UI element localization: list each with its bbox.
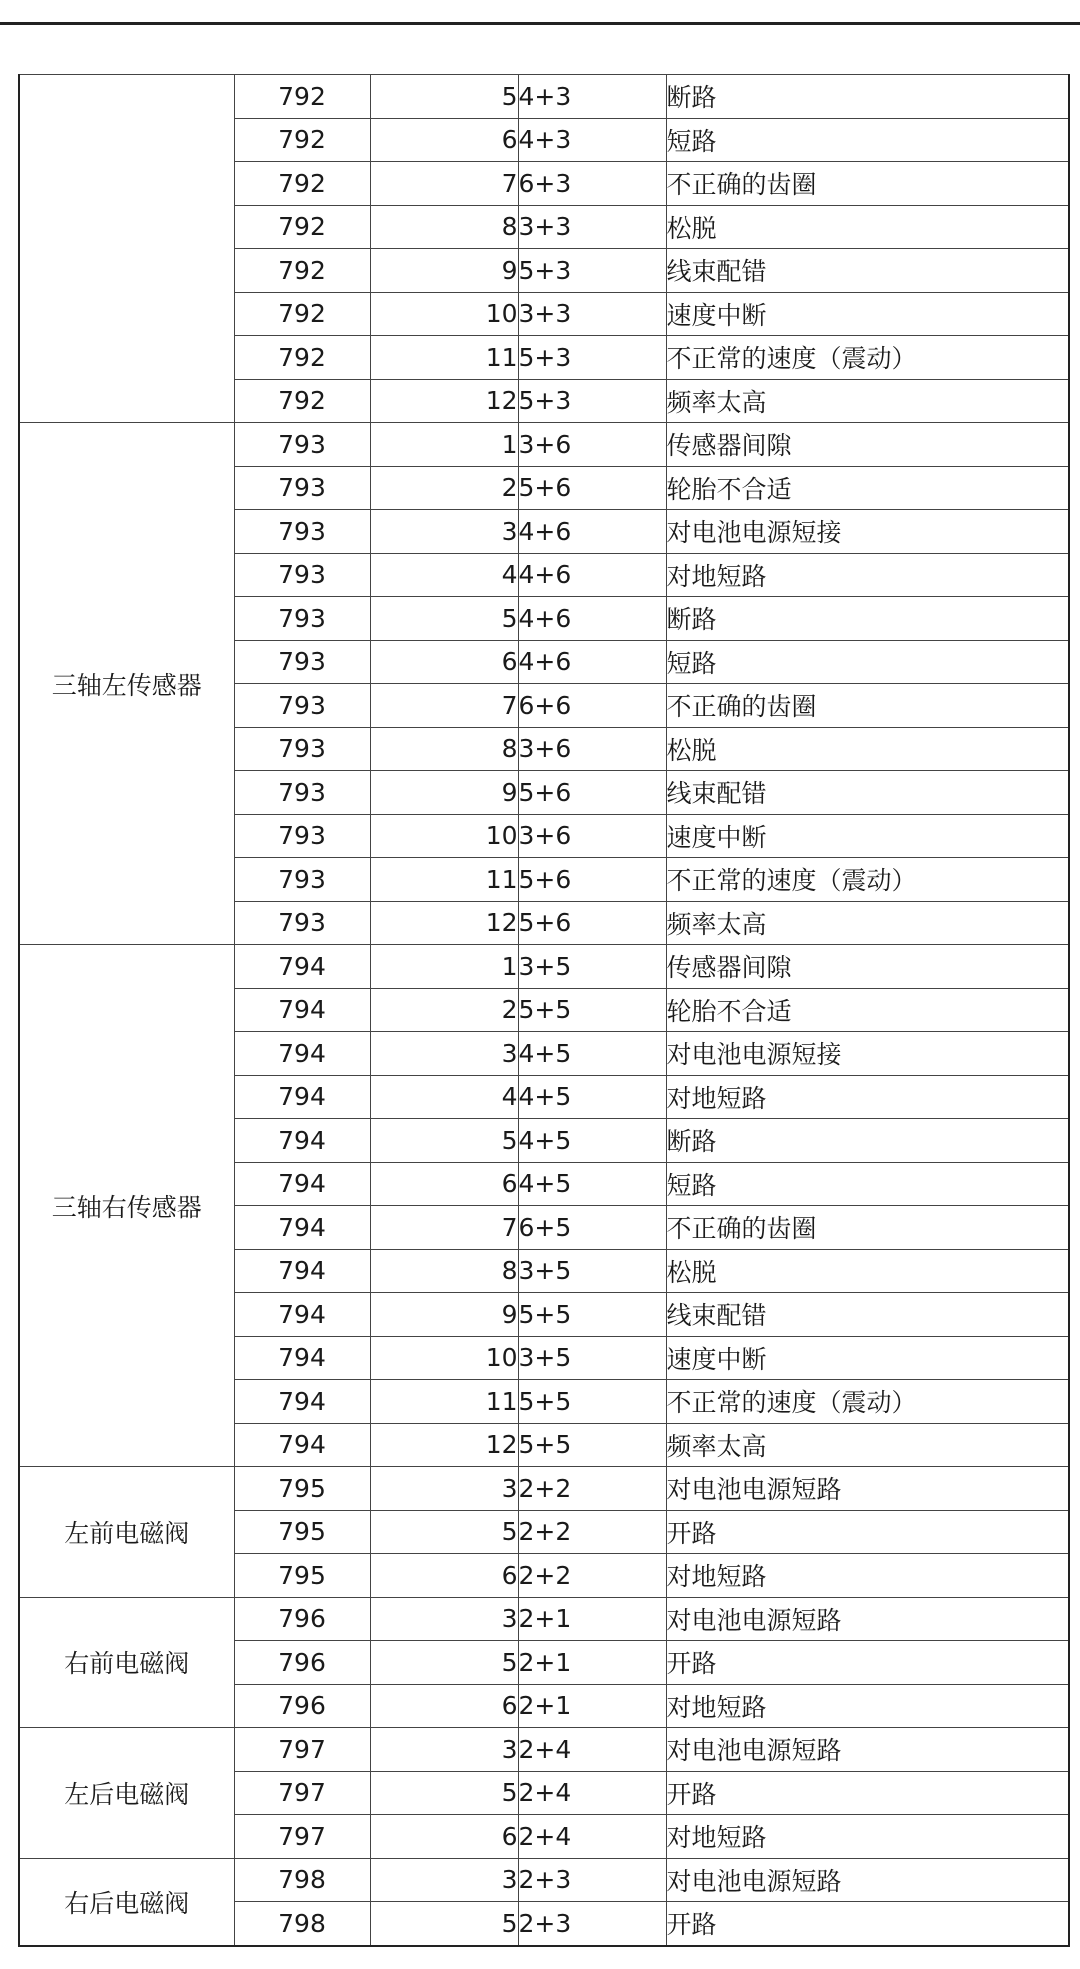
- fault-code-cell: 794: [234, 1249, 370, 1293]
- blink-code-cell: 5+3: [518, 336, 666, 380]
- fmi-cell: 7: [370, 1206, 518, 1250]
- description-cell: 线束配错: [666, 1293, 1069, 1337]
- blink-code-cell: 5+6: [518, 771, 666, 815]
- blink-code-cell: 4+6: [518, 553, 666, 597]
- blink-code-cell: 6+5: [518, 1206, 666, 1250]
- fmi-cell: 6: [370, 1684, 518, 1728]
- fmi-cell: 6: [370, 1815, 518, 1859]
- description-cell: 线束配错: [666, 771, 1069, 815]
- fault-code-cell: 794: [234, 1293, 370, 1337]
- description-cell: 频率太高: [666, 379, 1069, 423]
- fmi-cell: 8: [370, 727, 518, 771]
- blink-code-cell: 2+1: [518, 1597, 666, 1641]
- blink-code-cell: 5+5: [518, 988, 666, 1032]
- blink-code-cell: 6+6: [518, 684, 666, 728]
- description-cell: 短路: [666, 1162, 1069, 1206]
- description-cell: 对地短路: [666, 553, 1069, 597]
- fmi-cell: 10: [370, 814, 518, 858]
- table-row: [19, 945, 1069, 989]
- blink-code-cell: 5+5: [518, 1293, 666, 1337]
- description-cell: 断路: [666, 597, 1069, 641]
- fault-code-cell: 794: [234, 1206, 370, 1250]
- blink-code-cell: 2+3: [518, 1858, 666, 1902]
- description-cell: 轮胎不合适: [666, 466, 1069, 510]
- blink-code-cell: 4+6: [518, 510, 666, 554]
- fmi-cell: 3: [370, 1728, 518, 1772]
- blink-code-cell: 4+5: [518, 1119, 666, 1163]
- fmi-cell: 3: [370, 510, 518, 554]
- fmi-cell: 5: [370, 1119, 518, 1163]
- fault-code-cell: 794: [234, 945, 370, 989]
- fault-code-table: [18, 74, 1070, 1947]
- description-cell: 断路: [666, 75, 1069, 119]
- blink-code-cell: 5+6: [518, 901, 666, 945]
- description-cell: 不正确的齿圈: [666, 684, 1069, 728]
- description-cell: 对电池电源短路: [666, 1858, 1069, 1902]
- fault-code-cell: 796: [234, 1597, 370, 1641]
- fmi-cell: 10: [370, 1336, 518, 1380]
- fault-code-cell: 794: [234, 988, 370, 1032]
- fault-code-cell: 795: [234, 1554, 370, 1598]
- blink-code-cell: 2+2: [518, 1554, 666, 1598]
- fmi-cell: 12: [370, 379, 518, 423]
- fmi-cell: 6: [370, 640, 518, 684]
- table-row: [19, 1467, 1069, 1511]
- blink-code-cell: 2+4: [518, 1771, 666, 1815]
- blink-code-cell: 5+5: [518, 1380, 666, 1424]
- fault-code-cell: 793: [234, 684, 370, 728]
- table-row: [19, 1858, 1069, 1902]
- fault-code-cell: 794: [234, 1336, 370, 1380]
- fmi-cell: 11: [370, 1380, 518, 1424]
- fmi-cell: 5: [370, 1510, 518, 1554]
- description-cell: 速度中断: [666, 292, 1069, 336]
- blink-code-cell: 4+5: [518, 1162, 666, 1206]
- description-cell: 不正确的齿圈: [666, 162, 1069, 206]
- blink-code-cell: 3+5: [518, 1249, 666, 1293]
- fmi-cell: 1: [370, 423, 518, 467]
- blink-code-cell: 2+1: [518, 1641, 666, 1685]
- blink-code-cell: 3+5: [518, 1336, 666, 1380]
- fmi-cell: 1: [370, 945, 518, 989]
- fault-code-cell: 792: [234, 118, 370, 162]
- description-cell: 对电池电源短路: [666, 1467, 1069, 1511]
- component-name-cell: 右前电磁阀: [19, 1597, 234, 1728]
- component-name-cell: [19, 75, 234, 423]
- fault-code-cell: 793: [234, 466, 370, 510]
- fault-code-cell: 793: [234, 901, 370, 945]
- fault-code-cell: 794: [234, 1423, 370, 1467]
- fault-code-cell: 793: [234, 423, 370, 467]
- description-cell: 对地短路: [666, 1075, 1069, 1119]
- blink-code-cell: 2+3: [518, 1902, 666, 1946]
- table-row: [19, 1597, 1069, 1641]
- fmi-cell: 8: [370, 1249, 518, 1293]
- header-rule: [0, 22, 1080, 25]
- description-cell: 松脱: [666, 205, 1069, 249]
- blink-code-cell: 4+6: [518, 597, 666, 641]
- blink-code-cell: 2+2: [518, 1510, 666, 1554]
- description-cell: 开路: [666, 1771, 1069, 1815]
- fmi-cell: 3: [370, 1858, 518, 1902]
- fault-code-cell: 797: [234, 1771, 370, 1815]
- description-cell: 松脱: [666, 1249, 1069, 1293]
- blink-code-cell: 4+5: [518, 1075, 666, 1119]
- fmi-cell: 9: [370, 249, 518, 293]
- fault-code-cell: 796: [234, 1641, 370, 1685]
- fmi-cell: 7: [370, 684, 518, 728]
- fault-code-cell: 793: [234, 597, 370, 641]
- description-cell: 对电池电源短接: [666, 1032, 1069, 1076]
- fmi-cell: 5: [370, 1771, 518, 1815]
- description-cell: 开路: [666, 1510, 1069, 1554]
- fault-code-cell: 794: [234, 1032, 370, 1076]
- blink-code-cell: 4+6: [518, 640, 666, 684]
- fmi-cell: 11: [370, 336, 518, 380]
- blink-code-cell: 5+5: [518, 1423, 666, 1467]
- description-cell: 对地短路: [666, 1815, 1069, 1859]
- fmi-cell: 11: [370, 858, 518, 902]
- fault-code-cell: 794: [234, 1380, 370, 1424]
- fmi-cell: 12: [370, 901, 518, 945]
- description-cell: 线束配错: [666, 249, 1069, 293]
- fmi-cell: 9: [370, 771, 518, 815]
- fmi-cell: 5: [370, 1902, 518, 1946]
- fault-code-cell: 795: [234, 1510, 370, 1554]
- fmi-cell: 10: [370, 292, 518, 336]
- description-cell: 速度中断: [666, 1336, 1069, 1380]
- fmi-cell: 8: [370, 205, 518, 249]
- description-cell: 对电池电源短路: [666, 1597, 1069, 1641]
- fault-code-cell: 798: [234, 1902, 370, 1946]
- table-row: [19, 75, 1069, 119]
- blink-code-cell: 5+6: [518, 466, 666, 510]
- description-cell: 开路: [666, 1902, 1069, 1946]
- description-cell: 速度中断: [666, 814, 1069, 858]
- blink-code-cell: 4+5: [518, 1032, 666, 1076]
- description-cell: 不正常的速度（震动）: [666, 336, 1069, 380]
- fmi-cell: 3: [370, 1597, 518, 1641]
- blink-code-cell: 3+3: [518, 292, 666, 336]
- description-cell: 不正常的速度（震动）: [666, 1380, 1069, 1424]
- fault-code-cell: 793: [234, 727, 370, 771]
- fmi-cell: 12: [370, 1423, 518, 1467]
- description-cell: 开路: [666, 1641, 1069, 1685]
- fault-code-cell: 792: [234, 292, 370, 336]
- fault-code-cell: 793: [234, 640, 370, 684]
- fmi-cell: 5: [370, 1641, 518, 1685]
- description-cell: 轮胎不合适: [666, 988, 1069, 1032]
- component-name-cell: 左前电磁阀: [19, 1467, 234, 1598]
- fault-code-cell: 792: [234, 205, 370, 249]
- component-name-cell: 左后电磁阀: [19, 1728, 234, 1859]
- component-name-cell: 右后电磁阀: [19, 1858, 234, 1946]
- description-cell: 对电池电源短路: [666, 1728, 1069, 1772]
- description-cell: 对地短路: [666, 1554, 1069, 1598]
- fmi-cell: 2: [370, 466, 518, 510]
- fmi-cell: 3: [370, 1467, 518, 1511]
- blink-code-cell: 2+4: [518, 1815, 666, 1859]
- fault-code-cell: 792: [234, 75, 370, 119]
- blink-code-cell: 2+4: [518, 1728, 666, 1772]
- blink-code-cell: 3+6: [518, 814, 666, 858]
- table-row: [19, 1728, 1069, 1772]
- blink-code-cell: 3+6: [518, 727, 666, 771]
- fmi-cell: 6: [370, 118, 518, 162]
- fault-code-cell: 792: [234, 336, 370, 380]
- fmi-cell: 6: [370, 1554, 518, 1598]
- blink-code-cell: 4+3: [518, 118, 666, 162]
- blink-code-cell: 5+3: [518, 249, 666, 293]
- component-name-cell: 三轴右传感器: [19, 945, 234, 1467]
- fault-code-cell: 793: [234, 858, 370, 902]
- fault-code-cell: 793: [234, 553, 370, 597]
- blink-code-cell: 2+2: [518, 1467, 666, 1511]
- component-name-cell: 三轴左传感器: [19, 423, 234, 945]
- description-cell: 传感器间隙: [666, 423, 1069, 467]
- description-cell: 松脱: [666, 727, 1069, 771]
- fault-code-cell: 793: [234, 814, 370, 858]
- fmi-cell: 7: [370, 162, 518, 206]
- blink-code-cell: 2+1: [518, 1684, 666, 1728]
- description-cell: 不正常的速度（震动）: [666, 858, 1069, 902]
- fmi-cell: 2: [370, 988, 518, 1032]
- fmi-cell: 9: [370, 1293, 518, 1337]
- blink-code-cell: 3+6: [518, 423, 666, 467]
- fmi-cell: 4: [370, 553, 518, 597]
- table-row: [19, 423, 1069, 467]
- fault-code-cell: 797: [234, 1728, 370, 1772]
- description-cell: 频率太高: [666, 901, 1069, 945]
- description-cell: 短路: [666, 118, 1069, 162]
- fault-code-cell: 795: [234, 1467, 370, 1511]
- fault-code-cell: 792: [234, 249, 370, 293]
- table-body: [19, 75, 1069, 1946]
- fmi-cell: 3: [370, 1032, 518, 1076]
- description-cell: 传感器间隙: [666, 945, 1069, 989]
- fault-code-cell: 798: [234, 1858, 370, 1902]
- fmi-cell: 5: [370, 75, 518, 119]
- fault-code-cell: 793: [234, 510, 370, 554]
- description-cell: 对地短路: [666, 1684, 1069, 1728]
- fault-code-cell: 793: [234, 771, 370, 815]
- description-cell: 频率太高: [666, 1423, 1069, 1467]
- blink-code-cell: 5+3: [518, 379, 666, 423]
- blink-code-cell: 4+3: [518, 75, 666, 119]
- fmi-cell: 4: [370, 1075, 518, 1119]
- fmi-cell: 6: [370, 1162, 518, 1206]
- description-cell: 对电池电源短接: [666, 510, 1069, 554]
- description-cell: 短路: [666, 640, 1069, 684]
- description-cell: 断路: [666, 1119, 1069, 1163]
- fault-code-cell: 792: [234, 379, 370, 423]
- blink-code-cell: 3+3: [518, 205, 666, 249]
- description-cell: 不正确的齿圈: [666, 1206, 1069, 1250]
- fmi-cell: 5: [370, 597, 518, 641]
- fault-code-cell: 794: [234, 1075, 370, 1119]
- fault-code-cell: 794: [234, 1119, 370, 1163]
- blink-code-cell: 6+3: [518, 162, 666, 206]
- blink-code-cell: 3+5: [518, 945, 666, 989]
- fault-code-cell: 796: [234, 1684, 370, 1728]
- fault-code-cell: 797: [234, 1815, 370, 1859]
- blink-code-cell: 5+6: [518, 858, 666, 902]
- fault-code-cell: 794: [234, 1162, 370, 1206]
- fault-code-cell: 792: [234, 162, 370, 206]
